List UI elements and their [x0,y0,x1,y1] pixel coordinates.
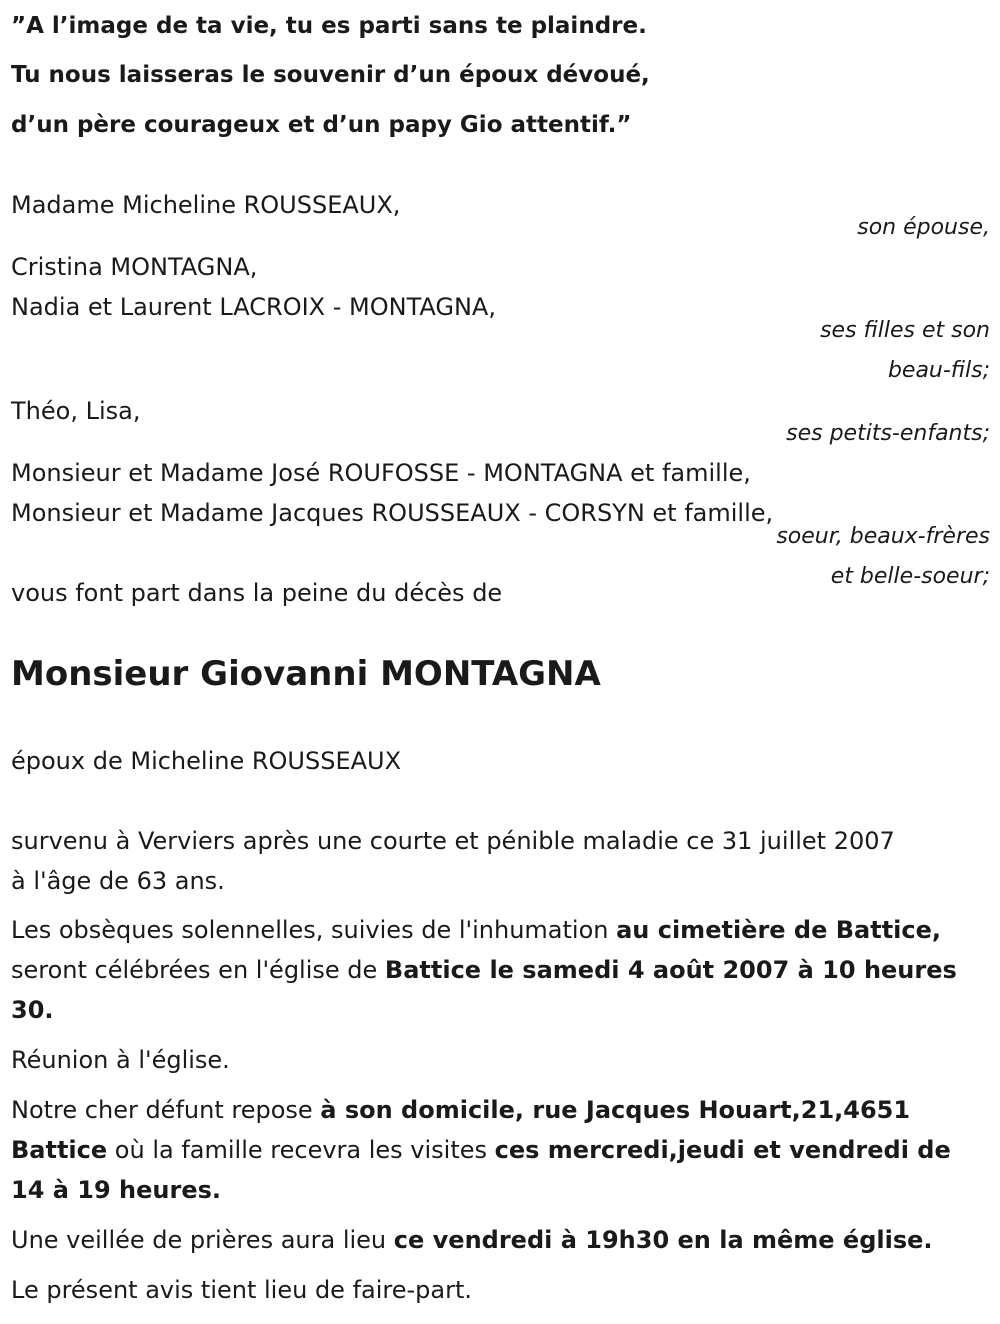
deceased-name: Monsieur Giovanni MONTAGNA [11,654,601,694]
spouse-of-line: époux de Micheline ROUSSEAUX [11,747,402,775]
reunion-line: Réunion à l'église. [11,1046,230,1074]
funeral-text-1: Les obsèques solennelles, suivies de l'inhumation [11,916,617,944]
death-line-1: survenu à Verviers après une courte et pénible maladie ce 31 juillet 2007 [11,827,895,855]
relation-daughters-line-2: beau-fils; [887,358,990,383]
rest-address: à son domicile, rue Jacques Houart,21,4651 Battice [11,1096,911,1164]
family-daughter-1: Cristina MONTAGNA, [11,253,258,281]
vigil-line [11,1220,991,1260]
relation-wife: son épouse, [857,215,990,240]
relation-daughters-line-1: ses filles et son [820,318,990,343]
vigil-text: Une veillée de prières aura lieu [11,1226,394,1254]
funeral-paragraph [11,910,991,1030]
closing-line: Le présent avis tient lieu de faire-part. [11,1276,473,1304]
family-grandchildren: Théo, Lisa, [11,397,141,425]
funeral-cemetery: au cimetière de Battice, [616,916,942,944]
family-wife: Madame Micheline ROUSSEAUX, [11,191,401,219]
funeral-date-time: Battice le samedi 4 août 2007 à 10 heures 30. [11,956,957,1024]
announcement-line: vous font part dans la peine du décès de [11,579,503,607]
rest-text-2: où la famille recevra les visites [107,1136,495,1164]
vigil-details: ce vendredi à 19h30 en la même église. [393,1226,933,1254]
relation-siblings-line-1: soeur, beaux-frères [776,524,990,549]
family-daughter-2: Nadia et Laurent LACROIX - MONTAGNA, [11,293,496,321]
relation-siblings-line-2: et belle-soeur; [830,564,990,589]
relation-grandchildren: ses petits-enfants; [786,421,990,446]
family-sibling-2: Monsieur et Madame Jacques ROUSSEAUX - CORSYN et famille, [11,499,774,527]
death-line-2: à l'âge de 63 ans. [11,867,225,895]
funeral-text-2: seront célébrées en l'église de [11,956,385,984]
rest-text-1: Notre cher défunt repose [11,1096,321,1124]
family-sibling-1: Monsieur et Madame José ROUFOSSE - MONTAGNA et famille, [11,459,751,487]
rest-paragraph [11,1090,991,1210]
quote-line-1: ”A l’image de ta vie, tu es parti sans te plaindre. [11,13,647,39]
quote-line-2: Tu nous laisseras le souvenir d’un époux dévoué, [11,62,650,88]
quote-line-3: d’un père courageux et d’un papy Gio attentif.” [11,112,632,138]
rest-visit-hours: ces mercredi,jeudi et vendredi de 14 à 19 heures. [11,1136,951,1204]
